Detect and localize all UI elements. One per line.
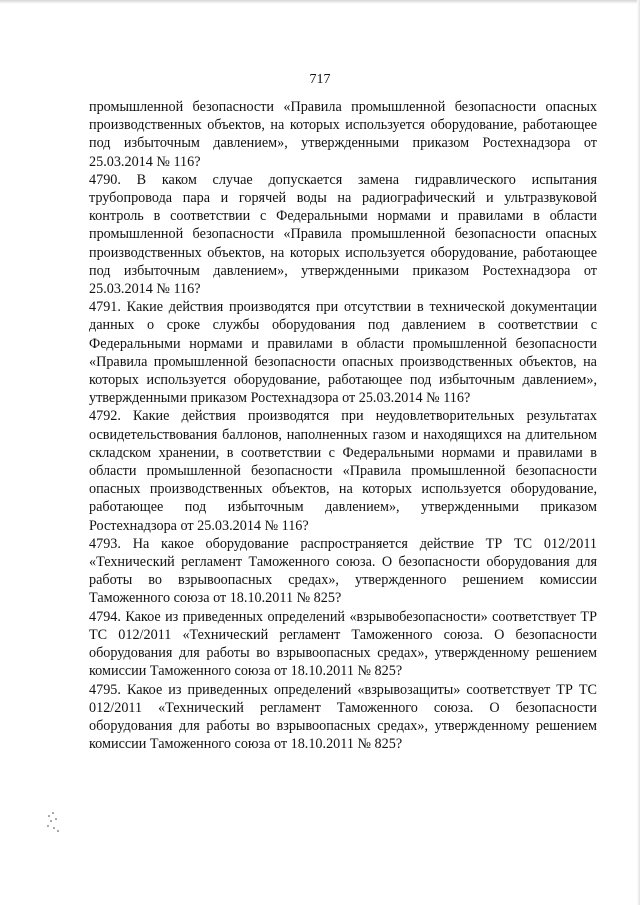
body-text — [89, 98, 597, 753]
scan-edge-top — [0, 0, 640, 4]
question-4792: 4792. Какие действия производятся при неудовлетворительных результатах освидетельствования баллонов, наполненных газом и находящихся на длительном складском хранении, в соответствии с Федеральными нормами и правилами в области промышленной безопасности «Правила промышленной безопасности опасных производственных объектов, на которых используется оборудование, работающее под избыточным давлением», утвержденными приказом Ростехнадзора от 25.03.2014 № 116? — [89, 408, 597, 534]
paragraph-continuation: промышленной безопасности «Правила промышленной безопасности опасных производственных объектов, на которых используется оборудование, работающее под избыточным давлением», утвержденными приказом Ростехнадзора от 25.03.2014 № 116? — [89, 99, 597, 170]
scan-artifact — [46, 812, 60, 834]
question-4790: 4790. В каком случае допускается замена гидравлического испытания трубопровода пара и горячей воды на радиографический и ультразвуковой контроль в соответствии с Федеральными нормами и правилами в области промышленной безопасности «Правила промышленной безопасности опасных производственных объектов, на которых используется оборудование, работающее под избыточным давлением», утвержденными приказом Ростехнадзора от 25.03.2014 № 116? — [89, 171, 597, 298]
page-number: 717 — [309, 72, 331, 87]
question-4793: 4793. На какое оборудование распространяется действие ТР ТС 012/2011 «Технический регламент Таможенного союза. О безопасности оборудования для работы во взрывоопасных средах», утвержденного решением комиссии Таможенного союза от 18.10.2011 № 825? — [89, 535, 597, 607]
question-4795: 4795. Какое из приведенных определений «взрывозащиты» соответствует ТР ТС 012/2011 «Технический регламент Таможенного союза. О безопасности оборудования для работы во взрывоопасных средах», утвержденному решением комиссии Таможенного союза от 18.10.2011 № 825? — [89, 681, 597, 753]
question-4791: 4791. Какие действия производятся при отсутствии в технической документации данных о сроке службы оборудования под давлением в соответствии с Федеральными нормами и правилами в области промышленной безопасности «Правила промышленной безопасности опасных производственных объектов, на которых используется оборудование, работающее под избыточным давлением», утвержденными приказом Ростехнадзора от 25.03.2014 № 116? — [89, 299, 597, 407]
question-4794: 4794. Какое из приведенных определений «взрывобезопасности» соответствует ТР ТС 012/2011 «Технический регламент Таможенного союза. О безопасности оборудования для работы во взрывоопасных средах», утвержденному решением комиссии Таможенного союза от 18.10.2011 № 825? — [89, 608, 597, 680]
